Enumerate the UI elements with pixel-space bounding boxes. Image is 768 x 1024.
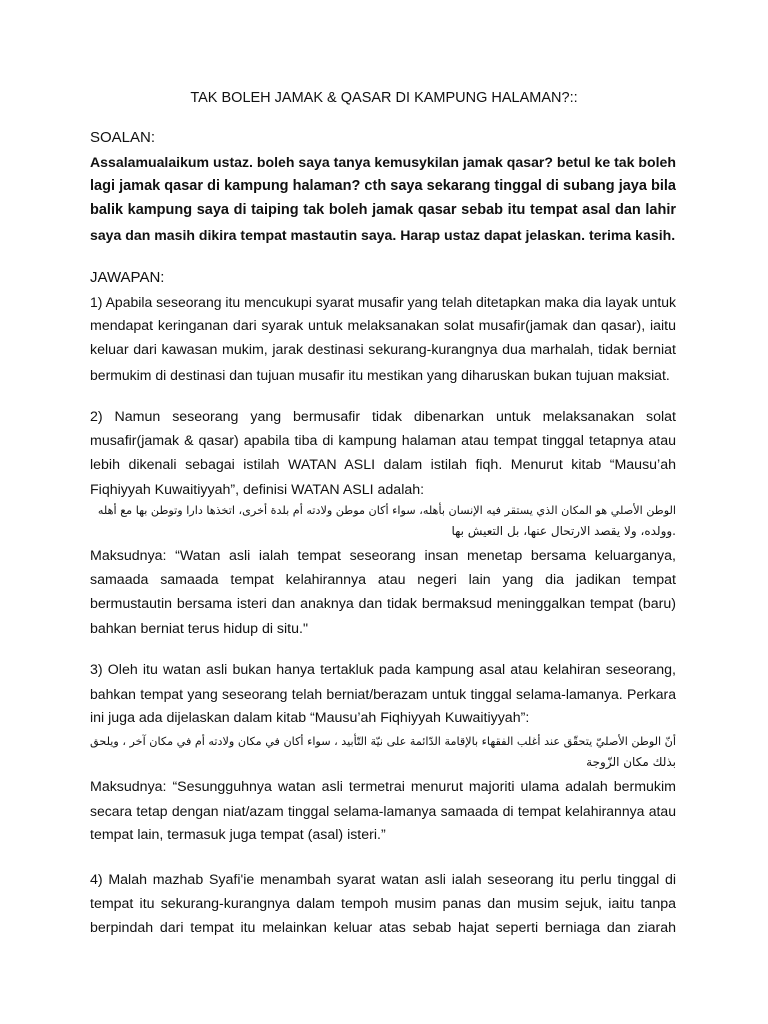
answer-line: Fiqhiyyah Kuwaitiyyah”, definisi WATAN ASLI adalah: (90, 481, 425, 498)
question-line: lagi jamak qasar di kampung halaman? cth saya sekarang tinggal di subang jaya bila (90, 178, 676, 195)
soalan-label: SOALAN: (90, 129, 156, 146)
jawapan-label: JAWAPAN: (90, 269, 165, 286)
answer-line: berpindah dari tempat itu melainkan keluar atas sebab hajat seperti berniaga dan ziarah (90, 920, 676, 937)
question-line: saya dan masih dikira tempat mastautin saya. Harap ustaz dapat jelaskan. terima kasih. (90, 226, 676, 243)
answer-line: 1) Apabila seseorang itu mencukupi syarat musafir yang telah ditetapkan maka dia layak untuk (90, 294, 677, 310)
answer-line: bermustautin bersama isteri dan anaknya dan tidak bermaksud meninggalkan tempat (baru) (90, 596, 676, 613)
arabic-line: الوطن الأصلي هو المكان الذي يستقر فيه الإنسان بأهله، سواء أكان موطن ولادته أم بلدة أخرى، اتخذها دارا وتوطن بها مع أهله (97, 504, 676, 517)
question-line: balik kampung saya di taiping tak boleh jamak qasar sebab itu tempat asal dan lahir (90, 202, 676, 219)
answer-point-3 (90, 658, 676, 731)
answer-line: tempat itu sekurang-kurangnya dalam tempoh musim panas dan musim sejuk, iaitu tanpa (90, 896, 676, 913)
answer-line: keluar dari kawasan mukim, jarak destinasi sekurang-kurangnya dua marhalah, tidak berniat (90, 342, 676, 359)
answer-line: secara tetap dengan niat/azam tinggal selama-lamanya samaada di tempat kelahirannya atau (90, 803, 676, 820)
question-line: Assalamualaikum ustaz. boleh saya tanya kemusykilan jamak qasar? betul ke tak boleh (90, 154, 676, 170)
answer-point-4 (90, 868, 676, 941)
answer-line: bahkan tempat yang seseorang telah berniat/berazam untuk tinggal selama-lamanya. Perkara (90, 686, 676, 703)
answer-line: 3) Oleh itu watan asli bukan hanya tertakluk pada kampung asal atau kelahiran seseorang, (90, 662, 676, 678)
answer-line: 2) Namun seseorang yang bermusafir tidak dibenarkan untuk melaksanakan solat (90, 409, 676, 425)
arabic-line: أنّ الوطن الأصليّ يتحقّق عند أغلب الفقهاء بالإقامة الدّائمة على نيّة التّأبيد ، سواء أكان في مكان ولادته أم في مكان آخر ، ويلحق (90, 735, 676, 748)
answer-line: ini juga ada dijelaskan dalam kitab “Mausu’ah Fiqhiyyah Kuwaitiyyah”: (90, 710, 530, 727)
meaning-paragraph-1 (90, 544, 676, 641)
answer-line: 4) Malah mazhab Syafi'ie menambah syarat watan asli ialah seseorang itu perlu tinggal di (90, 872, 676, 888)
question-paragraph (90, 150, 676, 247)
arabic-quote-1 (90, 500, 676, 542)
answer-line: musafir(jamak & qasar) apabila tiba di kampung halaman atau tempat tinggal tetapnya atau (90, 433, 676, 450)
meaning-paragraph-2 (90, 775, 676, 848)
answer-line: lebih dikenali sebagai istilah WATAN ASLI dalam istilah fiqh. Menurut kitab “Mausu’ah (90, 457, 676, 474)
answer-line: tempat lain, termasuk juga tempat (asal) isteri.” (90, 827, 386, 844)
answer-point-1 (90, 290, 676, 387)
answer-line: samaada samaada tempat kelahirannya atau negeri lain yang dia jadikan tempat (90, 572, 676, 589)
answer-point-2 (90, 405, 676, 502)
answer-line: Maksudnya: “Watan asli ialah tempat seseorang insan menetap bersama keluarganya, (90, 548, 676, 564)
arabic-quote-2 (90, 731, 676, 773)
answer-line: mendapat keringanan dari syarak untuk melaksanakan solat musafir(jamak dan qasar), iaitu (90, 318, 676, 335)
page-title: TAK BOLEH JAMAK & QASAR DI KAMPUNG HALAMAN?:: (190, 90, 578, 106)
arabic-line: بذلك مكان الزّوجة (586, 755, 676, 769)
answer-line: Maksudnya: “Sesungguhnya watan asli termetrai menurut majoriti ulama adalah bermukim (90, 779, 676, 795)
answer-line: bermukim di destinasi dan tujuan musafir itu mestikan yang diharuskan bukan tujuan maksiat. (90, 366, 670, 383)
arabic-line: .وولده، ولا يقصد الارتحال عنها، بل التعيش بها (451, 524, 676, 538)
answer-line: bahkan berniat terus hidup di situ." (90, 620, 308, 637)
